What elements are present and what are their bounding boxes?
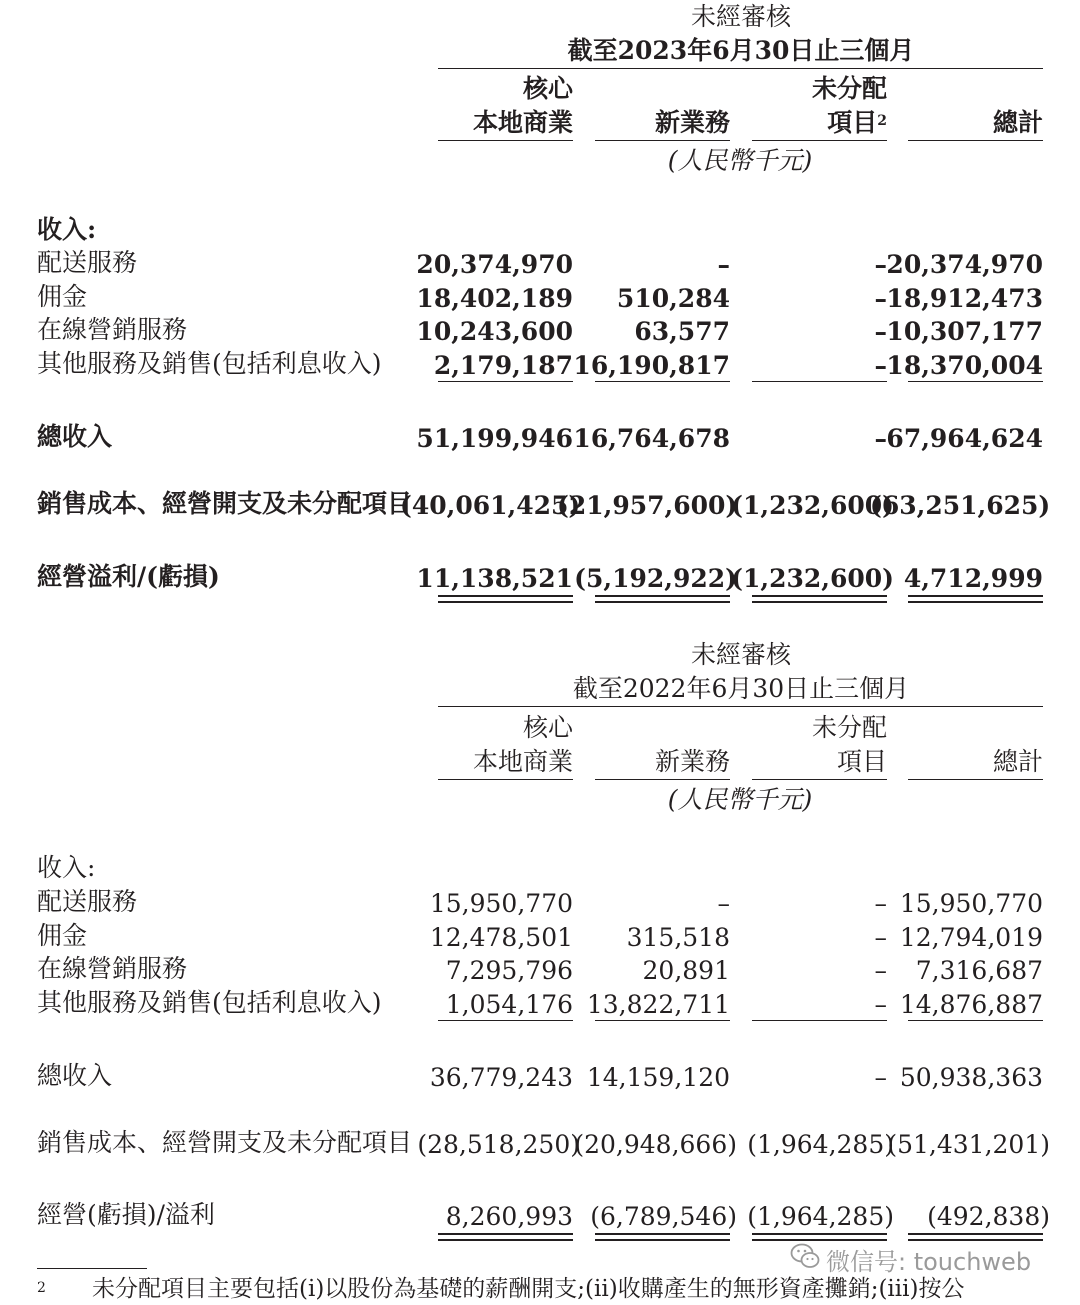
cell: 510,284 [616, 284, 730, 313]
subtotal-rule [595, 1020, 730, 1021]
col-rule [595, 140, 730, 141]
revenue-heading: 收入: [37, 215, 97, 244]
cell: 16,764,678 [573, 424, 730, 453]
cell: 50,938,363 [899, 1063, 1043, 1092]
total-double-rule [908, 595, 1043, 603]
col-new-line2: 新業務 [654, 747, 730, 776]
costs-label: 銷售成本、經營開支及未分配項目 [37, 1128, 413, 1157]
cell: 14,159,120 [586, 1063, 730, 1092]
cell: 10,307,177 [886, 317, 1043, 346]
col-rule [438, 779, 573, 780]
cell: 20,374,970 [886, 250, 1043, 279]
cell: (6,789,546) [590, 1202, 737, 1231]
operating-label: 經營(虧損)/溢利 [37, 1200, 215, 1229]
header-unaudited: 未經審核 [690, 640, 791, 669]
cell: 67,964,624 [886, 424, 1043, 453]
watermark [790, 1238, 1055, 1276]
col-rule [752, 140, 887, 141]
cell: – [874, 923, 887, 952]
subtotal-rule [752, 1020, 887, 1021]
subtotal-rule [908, 381, 1043, 382]
cell: – [874, 1063, 887, 1092]
total-double-rule [595, 1233, 730, 1241]
cell: 12,794,019 [899, 923, 1043, 952]
total-double-rule [595, 595, 730, 603]
row-label: 在線營銷服務 [37, 954, 188, 983]
row-label: 配送服務 [37, 887, 138, 916]
cell: (63,251,625) [870, 491, 1051, 520]
footnote-marker: 2 [877, 113, 887, 129]
cell: 4,712,999 [903, 564, 1043, 593]
cell: (20,948,666) [574, 1130, 737, 1159]
cell: 8,260,993 [445, 1202, 573, 1231]
cell: – [874, 351, 887, 380]
cell: (40,061,425) [400, 491, 581, 520]
cell: 63,577 [634, 317, 730, 346]
row-label: 配送服務 [37, 248, 138, 277]
operating-label: 經營溢利/(虧損) [37, 562, 220, 591]
cell: 20,891 [642, 956, 730, 985]
row-label: 佣金 [37, 921, 88, 950]
subtotal-rule [438, 1020, 573, 1021]
cell: 11,138,521 [416, 564, 573, 593]
cell: – [717, 889, 730, 918]
header-rule [438, 68, 1043, 69]
footnote-rule [37, 1268, 147, 1269]
subtotal-rule [908, 1020, 1043, 1021]
total-revenue-label: 總收入 [37, 1061, 113, 1090]
total-double-rule [438, 595, 573, 603]
cell: 7,316,687 [915, 956, 1043, 985]
cell: (1,964,285) [747, 1130, 894, 1159]
cell: – [874, 956, 887, 985]
costs-label: 銷售成本、經營開支及未分配項目 [37, 489, 413, 518]
col-core-line2: 本地商業 [472, 108, 573, 137]
cell: – [874, 317, 887, 346]
cell: 20,374,970 [416, 250, 573, 279]
cell: 10,243,600 [416, 317, 573, 346]
col-unalloc-line2: 項目$^2$ [827, 108, 887, 137]
wechat-icon [790, 1242, 820, 1270]
cell: (28,518,250) [417, 1130, 580, 1159]
cell: 13,822,711 [586, 990, 730, 1019]
row-label: 其他服務及銷售(包括利息收入) [37, 349, 382, 378]
col-total-line2: 總計 [992, 108, 1043, 137]
cell: 2,179,187 [433, 351, 573, 380]
cell: (492,838) [927, 1202, 1050, 1231]
col-total-line2: 總計 [992, 747, 1043, 776]
header-period: 截至2023年6月30日止三個月 [567, 36, 915, 65]
subtotal-rule [752, 381, 887, 382]
row-label: 在線營銷服務 [37, 315, 188, 344]
cell: 12,478,501 [429, 923, 573, 952]
header-unaudited: 未經審核 [690, 2, 791, 31]
cell: (21,957,600) [557, 491, 738, 520]
cell: – [874, 284, 887, 313]
cell: 15,950,770 [429, 889, 573, 918]
cell: 15,950,770 [899, 889, 1043, 918]
unit-label: (人民幣千元) [667, 146, 813, 175]
cell: 1,054,176 [445, 990, 573, 1019]
col-core-line1: 核心 [522, 74, 573, 103]
revenue-heading: 收入: [37, 853, 96, 882]
cell: (1,232,600) [731, 564, 894, 593]
header-period: 截至2022年6月30日止三個月 [572, 674, 910, 703]
cell: 18,912,473 [886, 284, 1043, 313]
cell: 18,402,189 [416, 284, 573, 313]
unit-label: (人民幣千元) [667, 785, 813, 814]
col-unalloc-line1: 未分配 [811, 713, 887, 742]
total-revenue-label: 總收入 [37, 422, 113, 451]
col-unalloc-line1: 未分配 [811, 74, 887, 103]
col-rule [908, 140, 1043, 141]
total-double-rule [438, 1233, 573, 1241]
row-label: 佣金 [37, 282, 88, 311]
header-rule [438, 706, 1043, 707]
col-rule [908, 779, 1043, 780]
col-core-line2: 本地商業 [472, 747, 573, 776]
col-unalloc-line2: 項目 [836, 747, 887, 776]
cell: 14,876,887 [899, 990, 1043, 1019]
col-core-line1: 核心 [522, 713, 573, 742]
col-rule [752, 779, 887, 780]
cell: (5,192,922) [574, 564, 737, 593]
subtotal-rule [438, 381, 573, 382]
cell: (1,232,600) [731, 491, 894, 520]
cell: 18,370,004 [886, 351, 1043, 380]
cell: – [874, 889, 887, 918]
footnote-number: 2 [37, 1280, 46, 1296]
cell: (51,431,201) [887, 1130, 1050, 1159]
total-double-rule [752, 595, 887, 603]
cell: – [874, 250, 887, 279]
col-rule [595, 779, 730, 780]
col-rule [438, 140, 573, 141]
cell: 51,199,946 [416, 424, 573, 453]
cell: 36,779,243 [429, 1063, 573, 1092]
row-label: 其他服務及銷售(包括利息收入) [37, 988, 382, 1017]
cell: 315,518 [626, 923, 730, 952]
cell: 7,295,796 [445, 956, 573, 985]
cell: – [717, 250, 730, 279]
col-new-line2: 新業務 [654, 108, 730, 137]
subtotal-rule [595, 381, 730, 382]
cell: – [874, 424, 887, 453]
watermark-text: 微信号: touchweb [826, 1248, 1032, 1276]
cell: (1,964,285) [747, 1202, 894, 1231]
footnote-text: 未分配項目主要包括(i)以股份為基礎的薪酬開支;(ii)收購產生的無形資產攤銷;(iii)按公 [92, 1276, 965, 1302]
cell: 16,190,817 [573, 351, 730, 380]
cell: – [874, 990, 887, 1019]
